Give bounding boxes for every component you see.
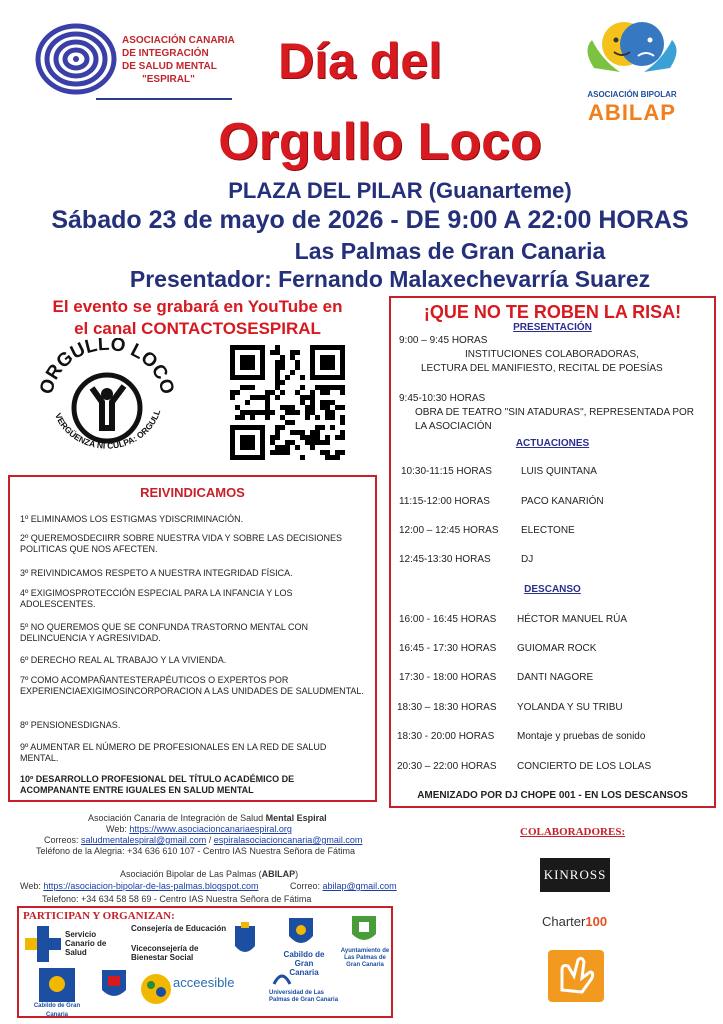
charter100-logo: Charter100 [542, 914, 608, 929]
slot-time: 11:15-12:00 HORAS [399, 496, 490, 507]
slot-activity: CONCIERTO DE LOS LOLAS [517, 761, 652, 772]
slot-time: 17:30 - 18:00 HORAS [399, 672, 497, 683]
scs-cross-icon [25, 926, 61, 962]
slot-time: 20:30 – 22:00 HORAS [397, 761, 497, 772]
qr-code-icon [230, 345, 345, 460]
orgullo-loco-badge [32, 338, 182, 468]
cabildo-shield-icon [281, 916, 321, 950]
slot-activity: ELECTONE [521, 525, 575, 536]
title-line-2: Orgullo Loco [218, 113, 542, 171]
espiral-footer-phone: Teléfono de la Alegria: +34 636 610 107 - Centro IAS Nuestra Señora de Fátima [36, 846, 355, 856]
slot-activity: GUIOMAR ROCK [517, 643, 597, 654]
list-item: 2º QUEREMOSDECIIRR SOBRE NUESTRA VIDA Y SOBRE LAS DECISIONES POLITICAS QUE NOS AFECTEN. [20, 533, 343, 554]
youtube-notice: El evento se grabará en YouTube en el canal CONTACTOSESPIRAL [52, 297, 343, 338]
bienestar-label: Viceconsejería de Bienestar Social [131, 944, 199, 962]
espiral-footer-mail: Correos: saludmentalespiral@gmail.com / espiralasociacioncanaria@gmail.com [44, 835, 363, 845]
abilap-footer-web: Web: https://asociacion-bipolar-de-las-palmas.blogspot.com [20, 881, 259, 891]
slot-activity: DANTI NAGORE [517, 672, 594, 683]
espiral-mail-link-2[interactable]: espiralasociacioncanaria@gmail.com [213, 835, 363, 845]
section-presentacion: PRESENTACIÓN [513, 322, 592, 333]
program-box [389, 296, 716, 808]
event-city: Las Palmas de Gran Canaria [294, 238, 606, 264]
section-descanso: DESCANSO [524, 584, 581, 595]
participan-title: PARTICIPAN Y ORGANIZAN: [23, 910, 175, 922]
slot-activity: OBRA DE TEATRO "SIN ATADURAS", REPRESENTADA POR [415, 407, 695, 418]
slot-time: 18:30 - 20:00 HORAS [397, 731, 495, 742]
theater-masks-icon [572, 10, 692, 90]
abilap-footer-phone: Telefono: +34 634 58 58 69 - Centro IAS Nuestra Señora de Fátima [42, 894, 312, 904]
list-item: 8º PENSIONESDIGNAS. [20, 720, 121, 730]
slot-activity: DJ [521, 554, 534, 565]
program-title: ¡QUE NO TE ROBEN LA RISA! [423, 302, 682, 322]
scs-label: Servicio Canario de Salud [65, 930, 107, 957]
ayuntamiento-shield-icon [349, 914, 379, 946]
slot-time: 12:00 – 12:45 HORAS [399, 525, 499, 536]
spiral-icon [34, 22, 118, 96]
divider [96, 98, 232, 100]
event-presenter: Presentador: Fernando Malaxechevarría Suarez [129, 266, 651, 292]
slot-activity: LUIS QUINTANA [521, 466, 597, 477]
hand-icon [548, 950, 604, 1002]
accesible-icon [139, 972, 173, 1006]
abilap-name: ABILAP [588, 100, 676, 125]
list-item: 7º COMO ACOMPAÑANTESTERAPÉUTICOS O EXPERTOS POR EXPERIENCIAEXIGIMOSINCORPORACION A LAS UNIDADES DE SALUDMENTAL. [20, 675, 364, 696]
slot-time: 18:30 – 18:30 HORAS [397, 702, 497, 713]
participan-box [17, 906, 393, 1018]
program-footer: AMENIZADO POR DJ CHOPE 001 - EN LOS DESCANSOS [417, 790, 688, 801]
list-item: 5º NO QUEREMOS QUE SE CONFUNDA TRASTORNO MENTAL CON DELINCUENCIA Y AGRESIVIDAD. [20, 622, 308, 643]
orgullo-loco-emblem [32, 338, 182, 468]
cabildo-label-2: Cabildo de Gran Canaria [33, 1003, 81, 1018]
abilap-subtitle: ASOCIACIÓN BIPOLAR [587, 90, 677, 99]
abilap-footer-name: Asociación Bipolar de Las Palmas (ABILAP) [120, 869, 299, 879]
abilap-web-link[interactable]: https://asociacion-bipolar-de-las-palmas.blogspot.com [43, 881, 259, 891]
abilap-logo [572, 10, 692, 125]
qr-code[interactable] [230, 345, 345, 460]
accesible-label: acceesible [173, 975, 235, 990]
list-item: 1º ELIMINAMOS LOS ESTIGMAS YDISCRIMINACIÓN. [20, 514, 244, 524]
list-item: 4º EXIGIMOSPROTECCIÓN ESPECIAL PARA LA INFANCIA Y LOS ADOLESCENTES. [20, 588, 293, 609]
ulpgc-label: Universidad de Las Palmas de Gran Canaria [269, 990, 339, 1003]
slot-activity: HÉCTOR MANUEL RÚA [517, 614, 628, 625]
espiral-mail-link-1[interactable]: saludmentalespiral@gmail.com [81, 835, 207, 845]
list-item: 9º AUMENTAR EL NÚMERO DE PROFESIONALES EN LA RED DE SALUD MENTAL. [20, 742, 327, 763]
event-place: PLAZA DEL PILAR (Guanarteme) [228, 178, 572, 203]
slot-activity: INSTITUCIONES COLABORADORAS, [465, 349, 639, 360]
reivindicamos-box [8, 475, 377, 802]
abilap-mail-link[interactable]: abilap@gmail.com [322, 881, 397, 891]
reivindicamos-title: REIVINDICAMOS [140, 485, 245, 500]
list-item: 6º DERECHO REAL AL TRABAJO Y LA VIVIENDA. [20, 655, 227, 665]
slot-activity: LA ASOCIACIÓN [415, 421, 492, 432]
slot-time: 9:00 – 9:45 HORAS [399, 335, 488, 346]
slot-activity: Montaje y pruebas de sonido [517, 731, 646, 742]
cabildo-shield-icon-2 [39, 968, 75, 1002]
espiral-name: ASOCIACIÓN CANARIA DE INTEGRACIÓN DE SALUD MENTAL "ESPIRAL" [122, 35, 235, 85]
slot-activity: PACO KANARIÓN [521, 496, 604, 507]
svg-text:NI VERGÜENZA NI CULPA: ORGULLO: VERGÜENZA NI CULPA: ORGULL [53, 408, 163, 451]
ulpgc-icon [271, 966, 293, 988]
title-line-1: Día del [278, 33, 442, 89]
svg-text:ORGULLO LOCO: ORGULLO LOCO [36, 338, 178, 397]
colaboradores-title: COLABORADORES: [520, 826, 626, 838]
kinross-logo: KINROSS [540, 858, 610, 892]
slot-time: 16:45 - 17:30 HORAS [399, 643, 497, 654]
espiral-footer-web: Web: https://www.asociacioncanariaespiral.org [106, 824, 292, 834]
espiral-web-link[interactable]: https://www.asociacioncanariaespiral.org [129, 824, 292, 834]
cabildo-label: Cabildo de Gran Canaria [283, 950, 325, 977]
abilap-footer-mail: Correo: abilap@gmail.com [290, 881, 397, 891]
section-actuaciones: ACTUACIONES [515, 438, 590, 449]
slot-time: 12:45-13:30 HORAS [399, 554, 491, 565]
hand-logo [548, 950, 604, 1002]
list-item: 10º DESARROLLO PROFESIONAL DEL TÍTULO ACADÉMICO DE ACOMPANANTE ENTRE IGUALES EN SALUD MENTAL [20, 774, 295, 795]
canarias-shield-icon [233, 922, 257, 958]
ayuntamiento-label: Ayuntamiento de Las Palmas de Gran Canaria [340, 948, 390, 968]
coat-of-arms-icon [99, 966, 129, 1002]
slot-activity: LECTURA DEL MANIFIESTO, RECITAL DE POESÍAS [421, 363, 663, 374]
slot-time: 16:00 - 16:45 HORAS [399, 614, 497, 625]
slot-time: 10:30-11:15 HORAS [401, 466, 492, 477]
espiral-footer-name: Asociación Canaria de Integración de Salud Mental Espiral [88, 813, 327, 823]
list-item: 3º REIVINDICAMOS RESPETO A NUESTRA INTEGRIDAD FÍSICA. [20, 568, 293, 578]
slot-activity: YOLANDA Y SU TRIBU [517, 702, 623, 713]
event-date: Sábado 23 de mayo de 2026 - DE 9:00 A 22:00 HORAS [51, 206, 689, 234]
educacion-label: Consejería de Educación [131, 924, 227, 933]
slot-time: 9:45-10:30 HORAS [399, 393, 486, 404]
